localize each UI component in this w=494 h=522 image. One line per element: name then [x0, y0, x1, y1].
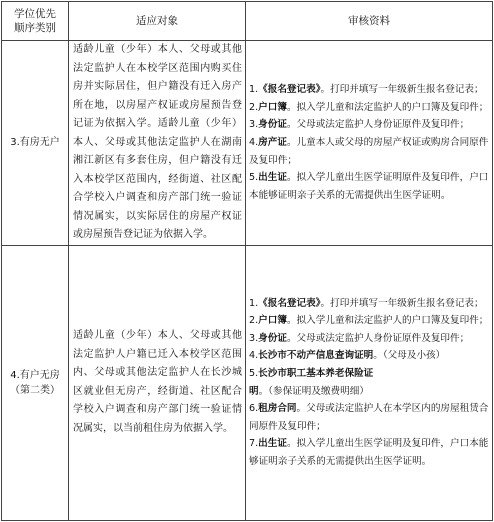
item-detail: 。（父母及小孩）: [373, 350, 446, 362]
target-text: 适龄儿童（少年）本人、父母或其他法定监护人在本校学区范围内购买住房并实际居住，但户籍没有迁入房产所在地，以房屋产权证或房屋预告登记证为依据入学。适龄儿童（少年）本人、父母或其他法定监护人在湖南湘江新区有多套住房，但户籍没有迁入本校学区范围内，经街道、社区配合学校入户调查和房产部门统一验证情况属实，以实际居住的房屋产权证或房屋预告登记证为依据入学。: [73, 44, 242, 240]
category-cell: [2, 41, 69, 246]
item-detail: 。父母或法定监护人身份证原件及复印件；: [286, 119, 470, 131]
item-title: 身份证: [258, 119, 287, 131]
header-review-materials: 审核资料: [246, 2, 493, 41]
item-title: 长沙市不动产信息查询证明: [258, 350, 374, 362]
item-title: 户口簿: [258, 101, 287, 113]
item-detail: 。拟入学儿童出生医学证明及复印件，户口本能够证明亲子关系的无需提供出生医学证明。: [249, 438, 489, 467]
category-text: 4.有户无房（第二类）: [10, 369, 60, 396]
item-title: 出生证: [258, 172, 287, 184]
item-number: 1.: [249, 297, 259, 309]
item-number: 3.: [249, 332, 259, 344]
header-priority-category: [2, 2, 69, 41]
item-title: 长沙市职工基本养老保险证明: [249, 367, 374, 397]
item-number: 2.: [249, 315, 259, 327]
target-cell: [69, 41, 246, 246]
material-item: [249, 169, 489, 204]
category-cell: [2, 245, 69, 520]
item-detail: 。拟入学儿童出生医学证明原件及复印件，户口本能够证明亲子关系的无需提供出生医学证明。: [249, 172, 489, 201]
item-number: 4.: [249, 350, 259, 362]
item-detail: 。父母或法定监护人身份证原件及复印件；: [286, 332, 470, 344]
item-title: 《报名登记表》: [258, 297, 321, 309]
item-detail: 。儿童本人或父母的房屋产权证或购房合同原件及复印件；: [249, 136, 489, 166]
item-title: 身份证: [258, 332, 287, 344]
material-item: [249, 81, 489, 99]
table-row: [2, 41, 493, 246]
item-title: 出生证: [258, 438, 287, 450]
enrollment-table: [1, 1, 493, 521]
item-detail: 。打印并填写一年级新生报名登记表；: [320, 297, 484, 309]
header-priority-category-text: 学位优先顺序类别: [14, 8, 56, 34]
materials-cell: [246, 245, 493, 520]
material-item: [249, 330, 489, 348]
category-text: 3.有房无户: [10, 137, 60, 149]
item-detail: 。拟入学儿童和法定监护人的户口簿及复印件；: [286, 315, 489, 327]
item-number: 5.: [249, 367, 259, 379]
item-title: 户口簿: [258, 315, 287, 327]
item-number: 4.: [249, 136, 259, 148]
item-number: 6.: [249, 403, 259, 415]
item-title: 房产证: [258, 136, 287, 148]
header-applicable-target: 适应对象: [69, 2, 246, 41]
target-cell: [69, 245, 246, 520]
item-detail: 。打印并填写一年级新生报名登记表；: [320, 84, 484, 96]
table-row: [2, 245, 493, 520]
item-title: 《报名登记表》: [258, 84, 321, 96]
material-item: [249, 312, 489, 330]
item-number: 3.: [249, 119, 259, 131]
target-text: 适龄儿童（少年）本人、父母或其他法定监护人户籍已迁入本校学区范围内、父母或其他法定监护人在长沙城区就业但无房产，经街道、社区配合学校入户调查和房产部门统一验证情况属实，以当前租住房为依据入学。: [73, 330, 242, 434]
materials-cell: [246, 41, 493, 246]
item-number: 1.: [249, 84, 259, 96]
item-detail: 。（参保证明及缴费明细）: [258, 385, 369, 397]
material-item: [249, 365, 489, 400]
material-item: [249, 99, 489, 117]
material-item: [249, 116, 489, 134]
material-item: [249, 400, 489, 435]
item-number: 2.: [249, 101, 259, 113]
material-item: [249, 134, 489, 169]
material-item: [249, 295, 489, 313]
material-item: [249, 435, 489, 470]
item-number: 5.: [249, 172, 259, 184]
material-item: [249, 347, 489, 365]
table-header-row: [2, 2, 493, 41]
item-number: 7.: [249, 438, 259, 450]
item-detail: 。父母或法定监护人在本学区内的房屋租赁合同原件及复印件；: [249, 403, 489, 432]
item-title: 租房合同: [258, 403, 297, 415]
item-detail: 。拟入学儿童和法定监护人的户口簿及复印件；: [286, 101, 489, 113]
